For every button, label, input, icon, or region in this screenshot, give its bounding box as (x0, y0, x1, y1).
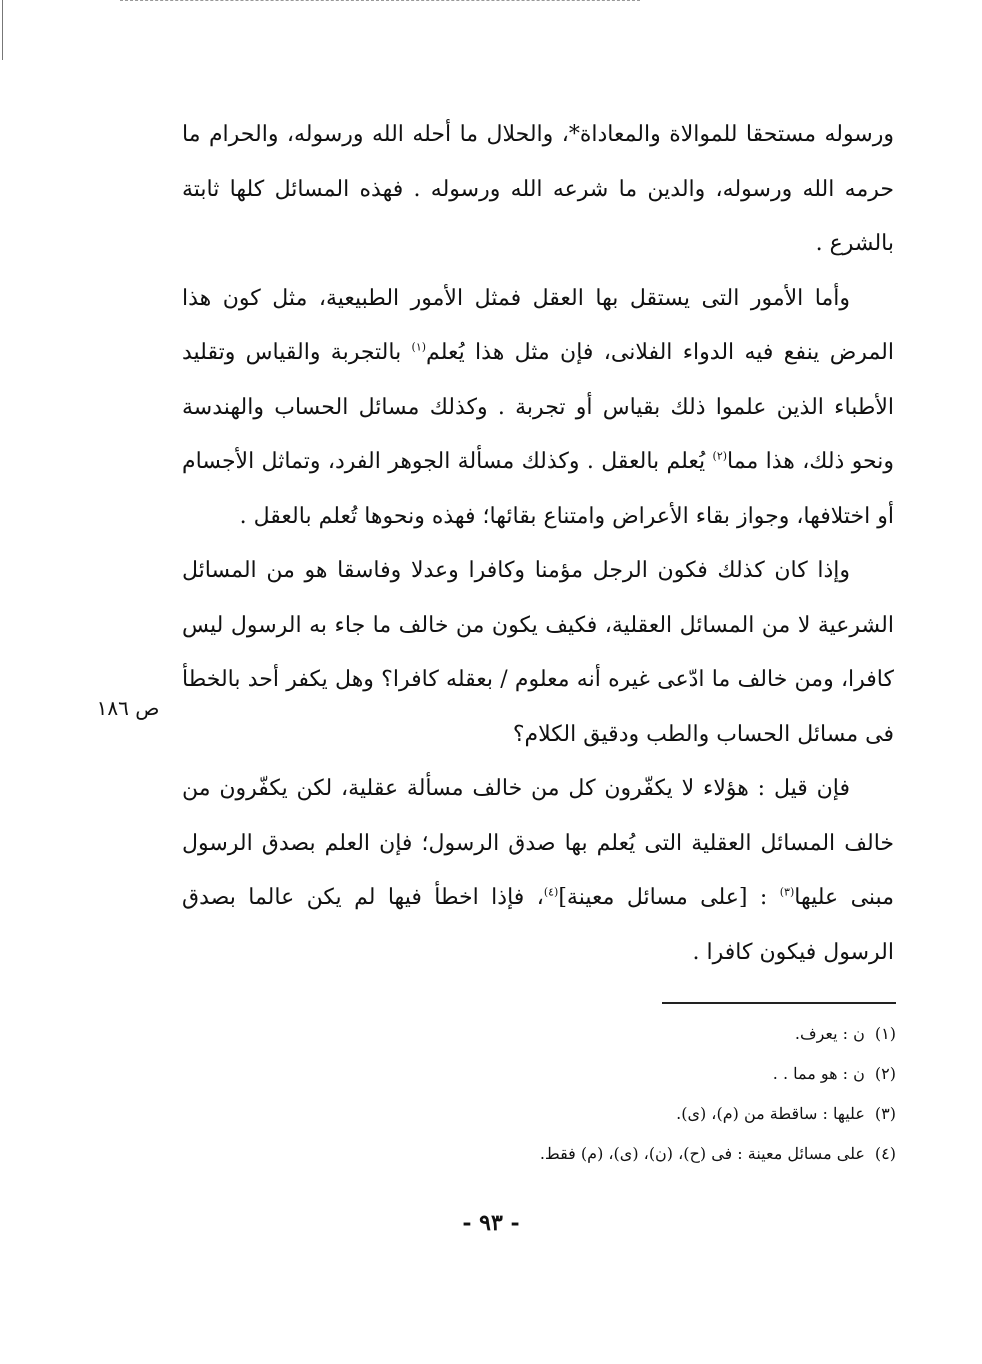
footnote-ref-2[interactable]: (٢) (712, 449, 728, 463)
paragraph-3 (182, 544, 894, 762)
footnote-2-text: ن : هو مما . . (772, 1064, 865, 1083)
footnote-ref-3[interactable]: (٣) (779, 885, 795, 899)
paragraph-2-text-a: وأما الأمور التى يستقل بها العقل فمثل الأمور الطبيعية، مثل كون هذا المرض ينفع فيه الدواء الفلانى، فإن مثل هذا يُعلم (182, 285, 894, 365)
footnote-1-number: (١) (874, 1024, 896, 1043)
margin-page-reference: ص ١٨٦ (96, 696, 160, 720)
paragraph-2 (182, 272, 894, 545)
footnote-1-text: ن : يعرف. (794, 1024, 865, 1043)
main-text (182, 108, 894, 980)
footnote-4 (380, 1134, 896, 1174)
footnote-2 (380, 1054, 896, 1094)
paragraph-3-text: وإذا كان كذلك فكون الرجل مؤمنا وكافرا وعدلا وفاسقا هو من المسائل الشرعية لا من المسائل العقلية، فكيف يكون من خالف ما جاء به الرسول ليس كافرا، ومن خالف ما ادّعى غيره أنه معلوم / بعقله كافرا؟ وهل يكفر أحد بالخطأ فى مسائل الحساب والطب ودقيق الكلام؟ (182, 558, 894, 747)
footnote-3-text: عليها : ساقطة من (م)، (ى). (676, 1104, 865, 1123)
paragraph-2-text-b: بالتجربة والقياس وتقليد الأطباء الذين علموا ذلك بقياس أو تجربة . وكذلك مسائل الحساب والهندسة ونحو ذلك، هذا مما (182, 340, 895, 474)
paragraph-4 (182, 762, 894, 980)
paragraph-1 (182, 108, 894, 272)
footnotes (380, 1014, 896, 1174)
page-number: - ٩٣ - (462, 1210, 520, 1236)
paragraph-4-text-c: ، فإذا اخطأ فيها لم يكن عالما بصدق الرسول فيكون كافرا . (182, 885, 894, 965)
footnote-ref-4[interactable]: (٤) (543, 885, 559, 899)
scan-edge-left (2, 0, 3, 60)
paragraph-4-text-a: فإن قيل : هؤلاء لا يكفّرون كل من خالف مسألة عقلية، لكن يكفّرون من خالف المسائل العقلية التى يُعلم بها صدق الرسول؛ فإن العلم بصدق الرسول مبنى عليها (182, 776, 894, 910)
paragraph-2-text-c: يُعلم بالعقل . وكذلك مسألة الجوهر الفرد، وتماثل الأجسام أو اختلافها، وجواز بقاء الأعراض وامتناع بقائها؛ فهذه ونحوها تُعلم بالعقل . (182, 449, 894, 529)
footnote-separator (662, 1002, 896, 1004)
footnote-3 (380, 1094, 896, 1134)
footnote-4-number: (٤) (874, 1144, 896, 1163)
footnote-2-number: (٢) (874, 1064, 896, 1083)
footnote-ref-1[interactable]: (١) (411, 340, 427, 354)
paragraph-4-text-b: : [على مسائل معينة] (558, 885, 780, 910)
paragraph-1-text: ورسوله مستحقا للموالاة والمعاداة*، والحلال ما أحله الله ورسوله، والحرام ما حرمه الله ورسوله، والدين ما شرعه الله ورسوله . فهذه المسائل كلها ثابتة بالشرع . (182, 122, 894, 256)
scan-edge-top (120, 0, 640, 7)
footnote-3-number: (٣) (874, 1104, 896, 1123)
footnote-4-text: على مسائل معينة : فى (ح)، (ن)، (ى)، (م) فقط. (539, 1144, 865, 1163)
footnote-1 (380, 1014, 896, 1054)
